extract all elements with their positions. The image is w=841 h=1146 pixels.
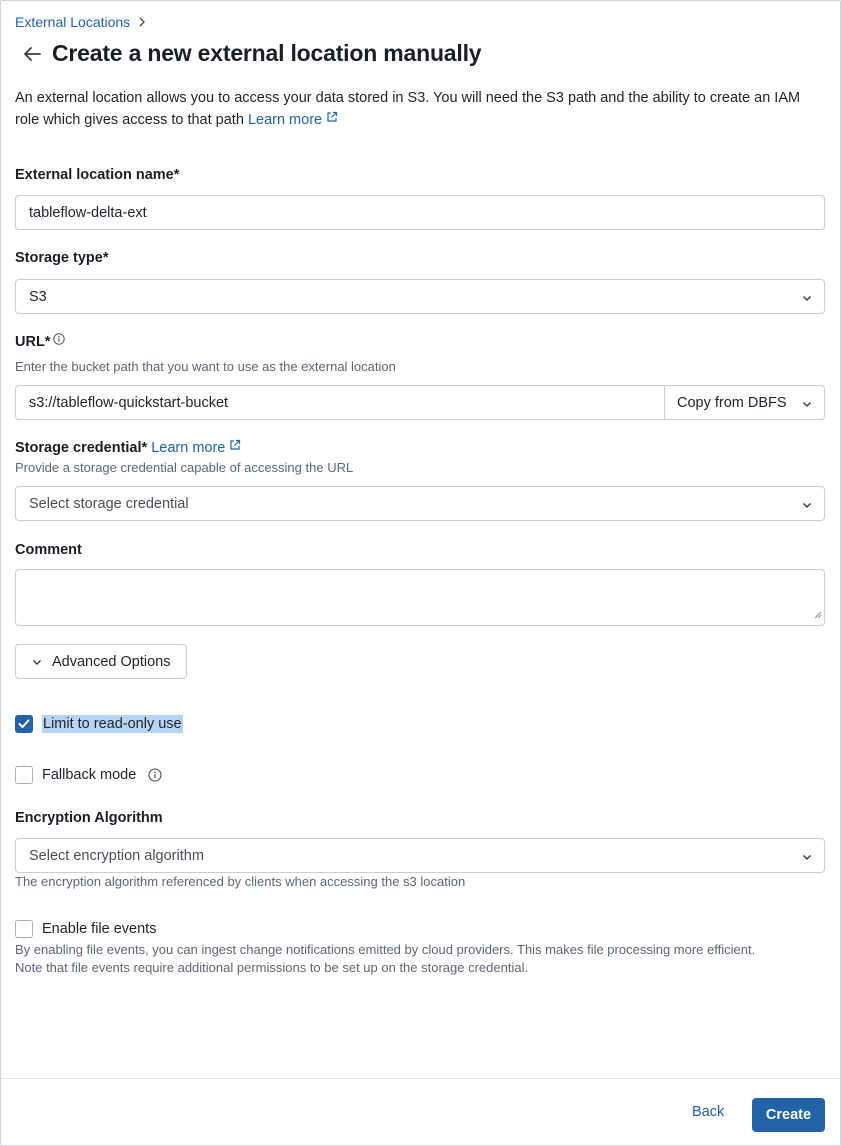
encryption-help: The encryption algorithm referenced by clients when accessing the s3 location [15,874,466,889]
fallback-row [15,766,162,784]
comment-textarea[interactable] [15,569,825,626]
url-input-value: s3://tableflow-quickstart-bucket [29,394,229,411]
file-events-help-line-1: By enabling file events, you can ingest change notifications emitted by cloud providers. This makes file processing more efficient. [15,942,756,957]
storage-type-select[interactable] [15,279,825,314]
learn-more-label: Learn more [247,112,323,128]
storage-type-label: Storage type* [15,250,109,266]
url-label-row [15,334,65,350]
file-events-checkbox[interactable] [15,920,33,938]
breadcrumb-external-locations[interactable]: External Locations [15,14,131,30]
name-input[interactable] [15,195,825,230]
credential-help: Provide a storage credential capable of accessing the URL [15,460,354,475]
fallback-label[interactable]: Fallback mode [42,767,137,783]
encryption-label: Encryption Algorithm [15,810,163,826]
create-button[interactable] [752,1098,825,1132]
breadcrumb [15,14,146,30]
read-only-label[interactable]: Limit to read-only use [43,716,182,732]
file-events-help [15,941,830,977]
info-icon[interactable] [148,768,162,782]
credential-label-row [15,439,241,456]
file-events-label[interactable]: Enable file events [42,921,157,937]
external-link-icon [229,439,241,455]
name-label: External location name* [15,167,180,183]
info-icon[interactable] [53,333,65,345]
create-label: Create [765,1107,812,1123]
chevron-right-icon [138,15,146,30]
credential-learn-more-label: Learn more [151,440,226,456]
learn-more-link[interactable] [248,112,338,128]
chevron-down-icon [802,498,812,514]
fallback-checkbox[interactable] [15,766,33,784]
copy-from-dbfs-button[interactable] [664,385,825,420]
advanced-options-label: Advanced Options [52,653,171,670]
page-description [15,88,825,131]
url-input[interactable] [15,385,666,420]
credential-learn-more-link[interactable] [151,440,241,456]
resize-handle-icon[interactable] [813,606,822,624]
copy-from-dbfs-label: Copy from DBFS [677,394,787,411]
chevron-down-icon [32,657,42,667]
page-title: Create a new external location manually [52,40,482,66]
read-only-checkbox[interactable] [15,715,33,733]
file-events-row [15,920,156,938]
storage-credential-select[interactable] [15,486,825,521]
credential-label: Storage credential* [15,440,148,456]
comment-label: Comment [15,542,82,558]
footer-divider [1,1078,840,1079]
chevron-down-icon [802,397,812,413]
file-events-help-line-2: Note that file events require additional permissions to be set up on the storage credential. [15,960,529,975]
url-label: URL* [15,334,51,350]
chevron-down-icon [802,850,812,866]
storage-type-value: S3 [29,288,47,305]
advanced-options-button[interactable] [15,644,187,679]
arrow-left-icon[interactable] [22,44,42,64]
external-link-icon [326,109,338,130]
description-text: An external location allows you to access your data stored in S3. You will need the S3 path and the ability to create an IAM role which gives access to that path [15,90,801,128]
credential-placeholder: Select storage credential [29,495,189,512]
encryption-select[interactable] [15,838,825,873]
encryption-placeholder: Select encryption algorithm [29,847,204,864]
name-input-value: tableflow-delta-ext [29,204,147,221]
url-help: Enter the bucket path that you want to use as the external location [15,359,396,374]
chevron-down-icon [802,291,812,307]
read-only-row [15,715,183,733]
page-header [22,40,481,67]
back-button[interactable]: Back [692,1104,725,1120]
